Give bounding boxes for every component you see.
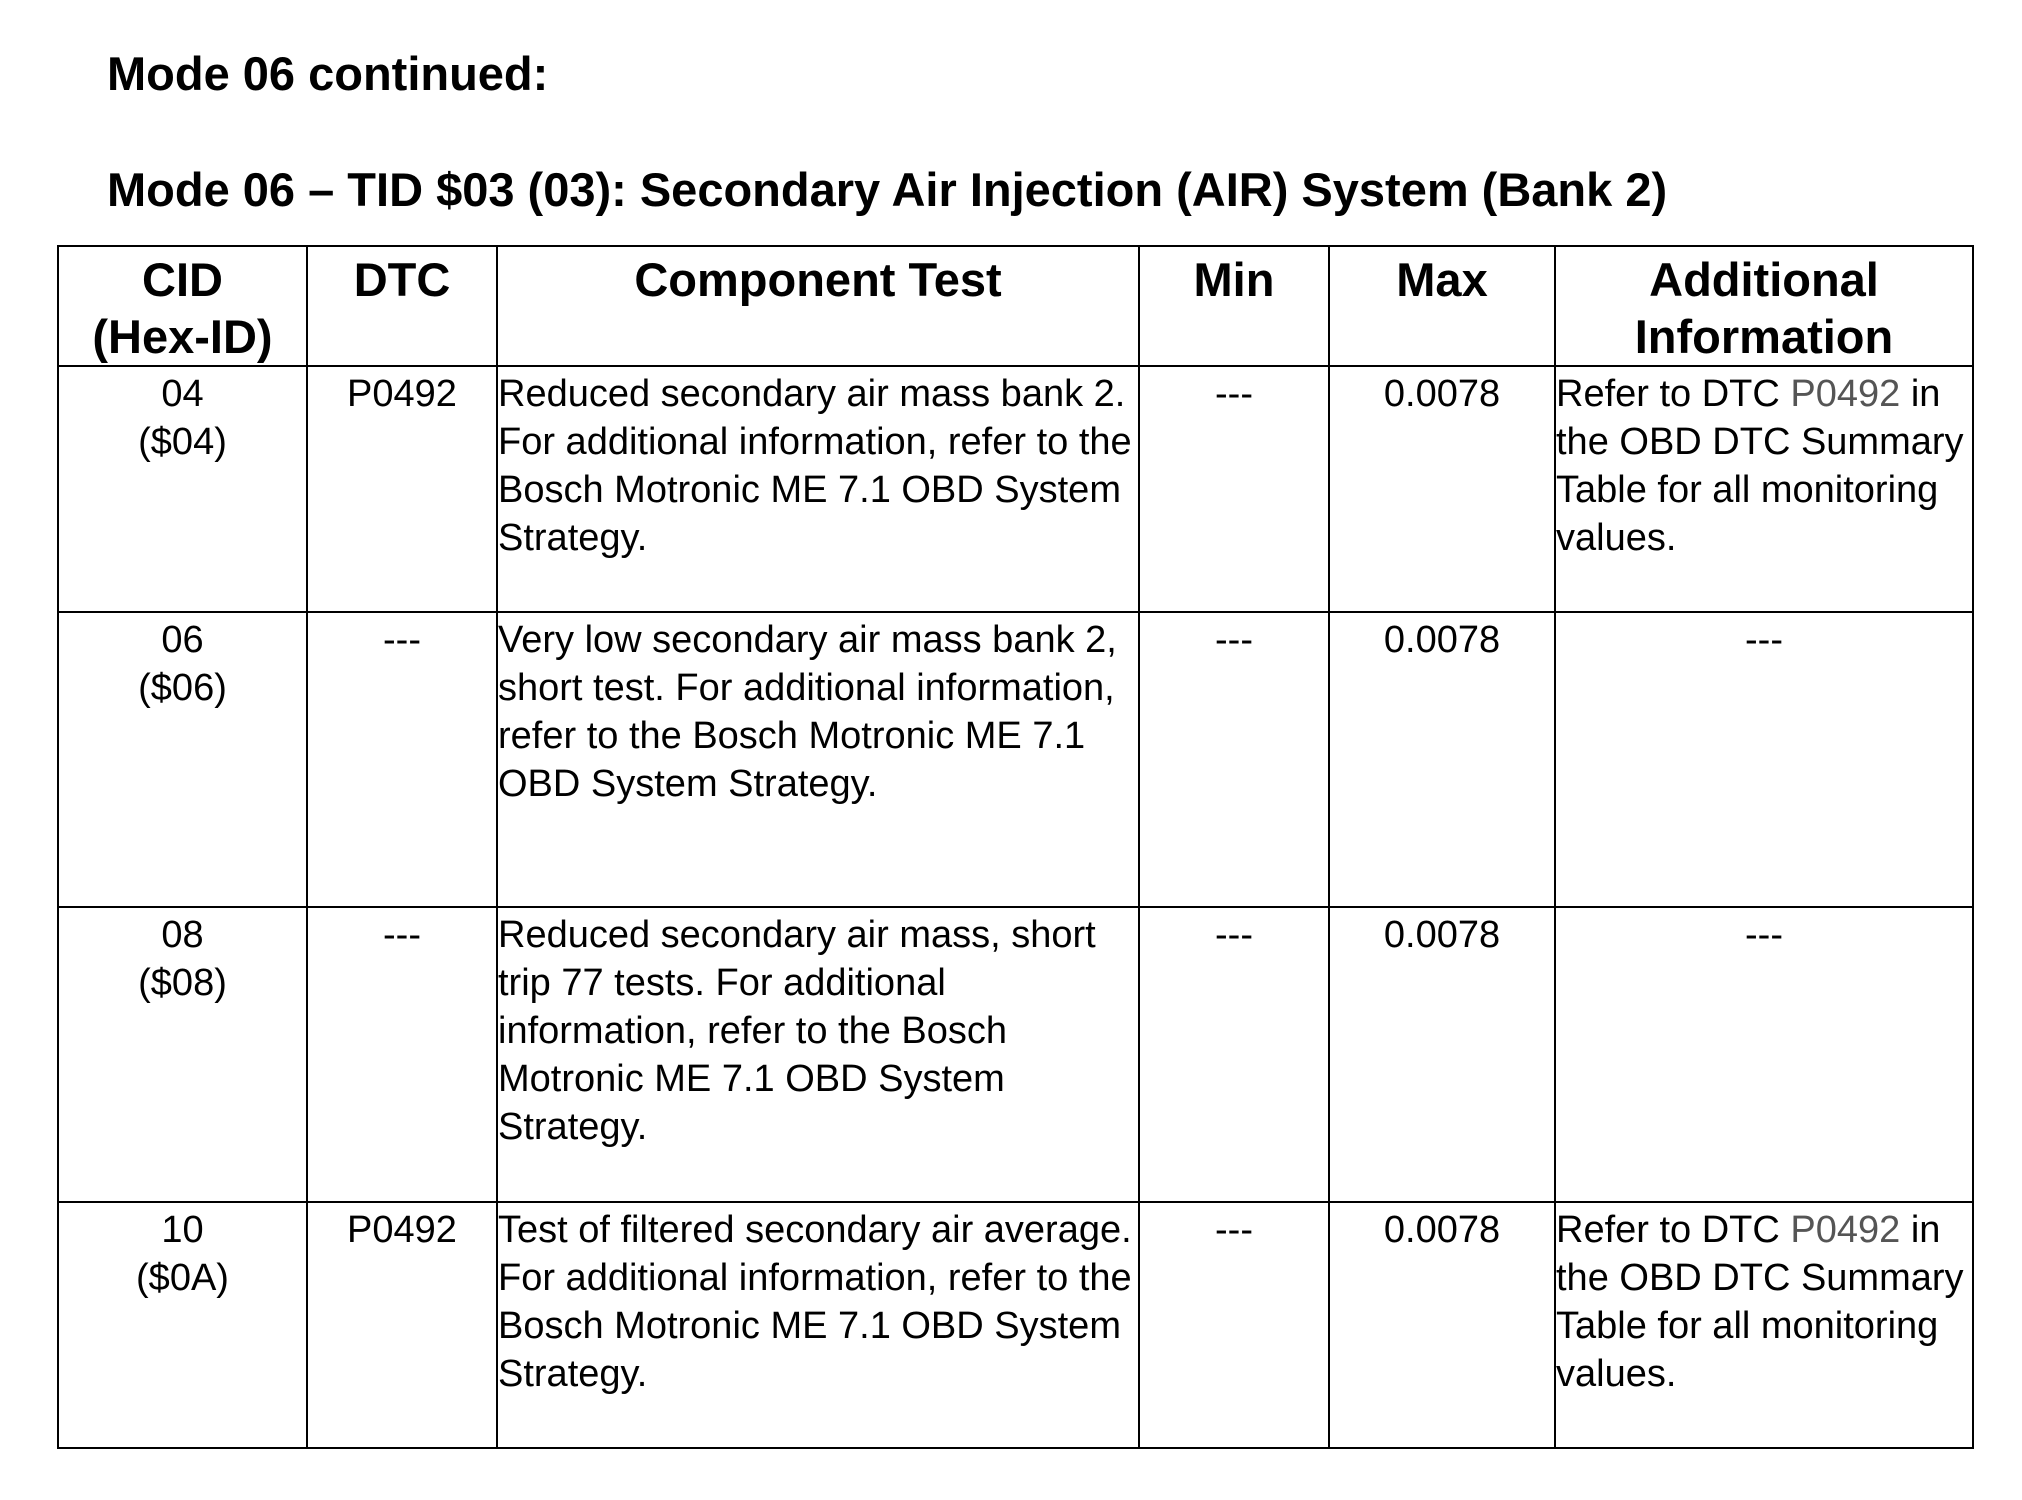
header-max: Max [1329,246,1555,366]
dtc-cell: --- [307,907,497,1202]
additional-info-cell [1555,1202,1973,1448]
table-title: Mode 06 – TID $03 (03): Secondary Air Injection (AIR) System (Bank 2) [107,163,1668,216]
dtc-cell: --- [307,612,497,907]
max-cell: 0.0078 [1329,907,1555,1202]
cid-hex-value: ($08) [138,962,227,1004]
additional-info-cell: --- [1555,907,1973,1202]
component-test-cell: Reduced secondary air mass bank 2. For additional information, refer to the Bosch Motronic ME 7.1 OBD System Strategy. [497,366,1139,612]
header-additional-line1: Additional [1649,253,1879,306]
header-additional-info [1555,246,1973,366]
info-suffix: in the OBD DTC Summary Table for all monitoring values. [1556,1209,1964,1395]
cid-cell [58,612,307,907]
cid-value: 10 [161,1209,204,1251]
header-component-test: Component Test [497,246,1139,366]
info-dtc-code: P0492 [1790,1209,1901,1251]
min-cell: --- [1139,1202,1329,1448]
cid-hex-value: ($06) [138,667,227,709]
header-additional-line2: Information [1634,310,1894,363]
min-cell: --- [1139,612,1329,907]
table-header-row [58,246,1973,366]
cid-cell [58,907,307,1202]
dtc-cell: P0492 [307,1202,497,1448]
additional-info-cell [1555,366,1973,612]
mode06-table [57,245,1974,1449]
header-cid-line1: CID [142,253,223,306]
min-cell: --- [1139,907,1329,1202]
info-suffix: in the OBD DTC Summary Table for all monitoring values. [1556,373,1964,559]
component-test-cell: Reduced secondary air mass, short trip 77 tests. For additional information, refer to the Bosch Motronic ME 7.1 OBD System Strategy. [497,907,1139,1202]
header-cid-line2: (Hex-ID) [92,310,273,363]
header-dtc: DTC [307,246,497,366]
component-test-cell: Test of filtered secondary air average. For additional information, refer to the Bosch Motronic ME 7.1 OBD System Strategy. [497,1202,1139,1448]
min-cell: --- [1139,366,1329,612]
table-row [58,907,1973,1202]
dtc-cell: P0492 [307,366,497,612]
cid-value: 04 [161,373,204,415]
cid-hex-value: ($0A) [136,1257,229,1299]
table-row [58,366,1973,612]
table-row [58,612,1973,907]
cid-cell [58,366,307,612]
cid-cell [58,1202,307,1448]
max-cell: 0.0078 [1329,1202,1555,1448]
header-cid [58,246,307,366]
component-test-cell: Very low secondary air mass bank 2, short test. For additional information, refer to the Bosch Motronic ME 7.1 OBD System Strategy. [497,612,1139,907]
cid-value: 08 [161,914,204,956]
additional-info-cell: --- [1555,612,1973,907]
max-cell: 0.0078 [1329,612,1555,907]
header-min: Min [1139,246,1329,366]
table-row [58,1202,1973,1448]
info-prefix: Refer to DTC [1556,373,1780,415]
info-dtc-code: P0492 [1790,373,1901,415]
section-heading-continued: Mode 06 continued: [107,47,549,100]
cid-value: 06 [161,619,204,661]
info-prefix: Refer to DTC [1556,1209,1780,1251]
max-cell: 0.0078 [1329,366,1555,612]
cid-hex-value: ($04) [138,421,227,463]
